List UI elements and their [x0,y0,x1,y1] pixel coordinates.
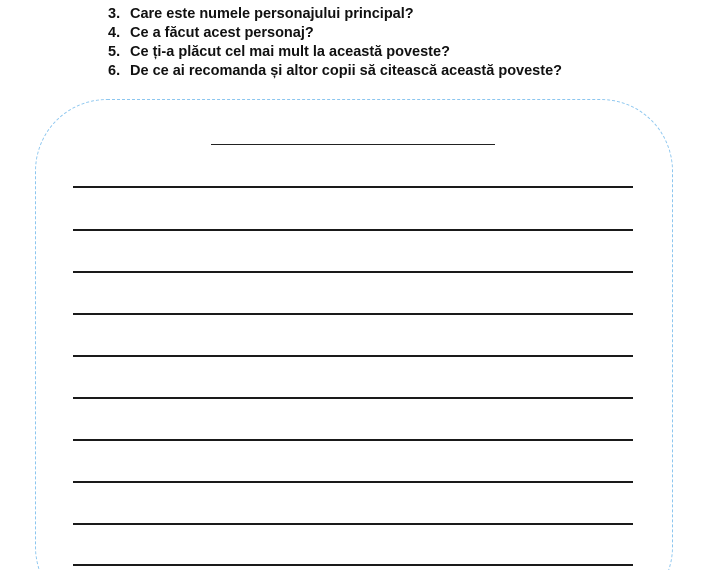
answer-write-line[interactable] [73,229,633,231]
question-number: 3. [108,6,121,22]
answer-write-line[interactable] [73,397,633,399]
answer-frame [35,99,673,570]
question-3 [108,5,414,23]
question-text: Ce ți-a plăcut cel mai mult la această poveste? [130,44,450,60]
answer-write-line[interactable] [73,355,633,357]
question-text: De ce ai recomanda și altor copii să citească această poveste? [130,63,562,79]
answer-write-line[interactable] [73,523,633,525]
question-number: 5. [108,44,121,60]
answer-write-line[interactable] [73,186,633,188]
answer-write-line[interactable] [73,439,633,441]
question-6 [108,62,562,80]
question-number: 6. [108,63,121,79]
title-write-line[interactable] [211,144,495,145]
question-5 [108,43,450,61]
answer-write-line[interactable] [73,271,633,273]
question-text: Ce a făcut acest personaj? [130,25,314,41]
answer-write-line[interactable] [73,564,633,566]
question-text: Care este numele personajului principal? [130,6,414,22]
answer-write-line[interactable] [73,313,633,315]
question-4 [108,24,314,42]
answer-write-line[interactable] [73,481,633,483]
question-number: 4. [108,25,121,41]
